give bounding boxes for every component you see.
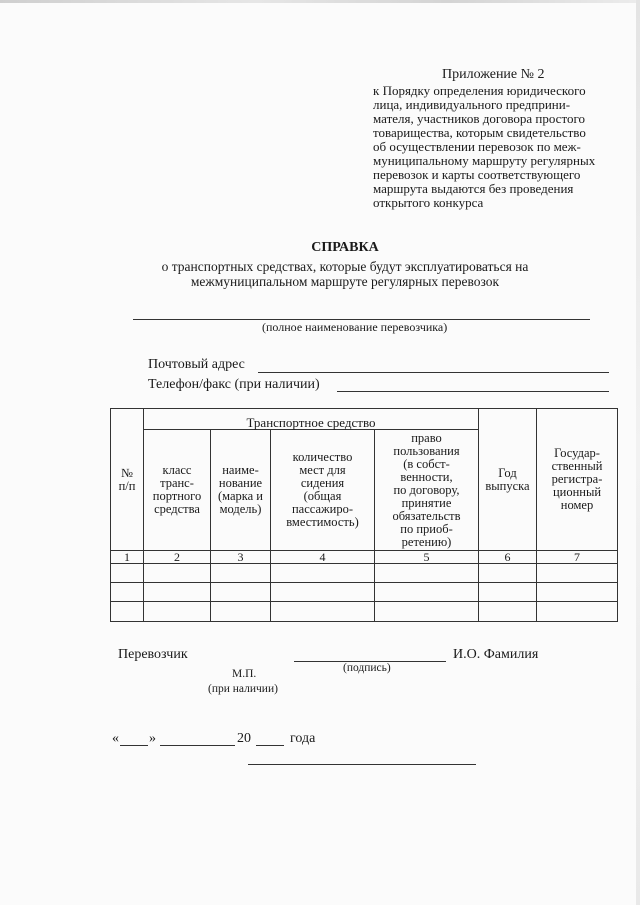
name-placeholder: И.О. Фамилия bbox=[453, 647, 539, 662]
col-number-header: № п/п bbox=[111, 409, 144, 551]
signature-caption: (подпись) bbox=[343, 662, 391, 674]
vehicle-group-header: Транспортное средство bbox=[144, 409, 479, 430]
column-number: 3 bbox=[211, 551, 271, 564]
carrier-label: Перевозчик bbox=[118, 647, 188, 662]
appendix-line: к Порядку определения юридического bbox=[373, 83, 586, 98]
table-row bbox=[111, 583, 618, 602]
scan-edge-right bbox=[636, 0, 640, 905]
bottom-line bbox=[248, 764, 476, 765]
date-month-line bbox=[160, 745, 235, 746]
stamp-label: М.П. bbox=[232, 668, 257, 680]
table-row bbox=[111, 564, 618, 583]
date-year-line bbox=[256, 745, 284, 746]
vehicles-table bbox=[110, 408, 618, 622]
appendix-line: лица, индивидуального предприни- bbox=[373, 97, 571, 112]
date-year-prefix: 20 bbox=[237, 731, 251, 746]
col-model-header: наиме- нование (марка и модель) bbox=[211, 430, 271, 551]
postal-address-label: Почтовый адрес bbox=[148, 357, 245, 372]
appendix-line: маршрута выдаются без проведения bbox=[373, 181, 574, 196]
column-number: 2 bbox=[144, 551, 211, 564]
appendix-line: об осуществлении перевозок по меж- bbox=[373, 139, 581, 154]
appendix-text bbox=[373, 84, 629, 210]
column-numbers-row bbox=[111, 551, 618, 564]
postal-address-line bbox=[258, 372, 609, 373]
col-registration-header: Государ- ственный регистра- ционный номер bbox=[537, 409, 618, 551]
appendix-line: товарищества, которым свидетельство bbox=[373, 125, 586, 140]
column-number: 1 bbox=[111, 551, 144, 564]
col-class-header: класс транс- портного средства bbox=[144, 430, 211, 551]
column-number: 6 bbox=[479, 551, 537, 564]
col-ownership-header: право пользования (в собст- венности, по договору, принятие обязательств по приоб- ретению) bbox=[375, 430, 479, 551]
table-row bbox=[111, 602, 618, 622]
column-number: 5 bbox=[375, 551, 479, 564]
date-day-line bbox=[120, 745, 148, 746]
document-title: СПРАВКА bbox=[311, 240, 379, 255]
phone-line bbox=[337, 391, 609, 392]
date-quote-open: « bbox=[112, 731, 119, 746]
date-quote-close: » bbox=[149, 731, 156, 746]
col-seats-header: количество мест для сидения (общая пассажиро- вместимость) bbox=[271, 430, 375, 551]
appendix-line: муниципальному маршруту регулярных bbox=[373, 153, 596, 168]
carrier-name-caption: (полное наименование перевозчика) bbox=[262, 320, 448, 334]
subtitle-line: о транспортных средствах, которые будут эксплуатироваться на bbox=[161, 259, 529, 274]
date-year-suffix: года bbox=[290, 731, 316, 746]
appendix-line: открытого конкурса bbox=[373, 195, 484, 210]
phone-label: Телефон/факс (при наличии) bbox=[148, 377, 320, 392]
table-header-row bbox=[111, 409, 618, 430]
appendix-line: мателя, участников договора простого bbox=[373, 111, 585, 126]
appendix-title: Приложение № 2 bbox=[442, 67, 545, 82]
column-number: 7 bbox=[537, 551, 618, 564]
stamp-note: (при наличии) bbox=[208, 683, 278, 695]
column-number: 4 bbox=[271, 551, 375, 564]
appendix-line: перевозок и карты соответствующего bbox=[373, 167, 581, 182]
document-subtitle bbox=[0, 259, 640, 289]
subtitle-line: межмуниципальном маршруте регулярных перевозок bbox=[190, 274, 500, 289]
scan-edge-top bbox=[0, 0, 640, 3]
col-year-header: Год выпуска bbox=[479, 409, 537, 551]
